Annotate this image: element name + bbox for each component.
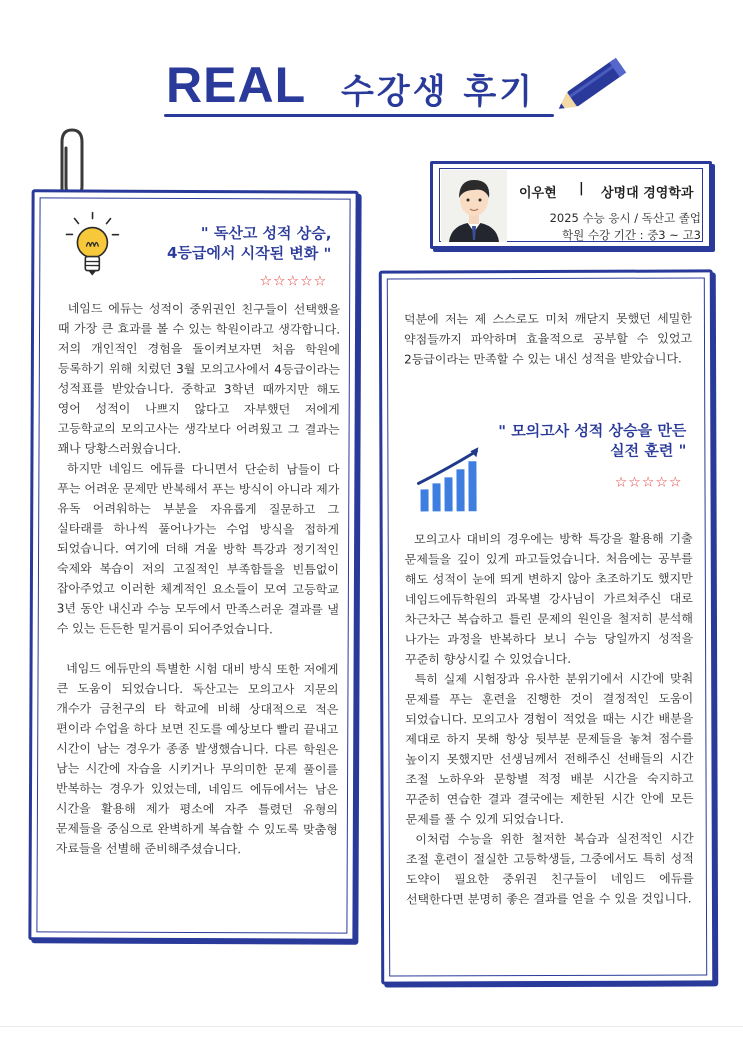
review-card-right: [379, 269, 715, 984]
left-paragraph-2: 하지만 네임드 에듀를 다니면서 단순히 남들이 다 푸는 어려운 문제만 반복해서 푸는 방식이 아니라 제가 유독 어려워하는 부분을 자유롭게 질문하고 그 실타래를 하나씩 풀어나가는 수업 방식을 접하게 되었습니다. 여기에 더해 겨울 방학 특강과 정기적인 숙제와 복습이 저의 고질적인 부족함들을 빈틈없이 잡아주었고 이러한 체계적인 요소들이 모여 고등학교 3년 동안 내신과 수능 모두에서 만족스러운 결과를 낼 수 있는 든든한 밑거름이 되어주었습니다.: [56, 461, 340, 637]
growth-chart-icon: [416, 445, 486, 513]
title-real: REAL: [166, 57, 307, 113]
left-body: [56, 298, 340, 859]
left-heading: [167, 223, 332, 264]
right-heading: [498, 421, 686, 462]
right-paragraph-2: 특히 실제 시험장과 유사한 분위기에서 시간에 맞춰 문제를 푸는 훈련을 진행한 것이 결정적인 도움이 되었습니다. 모의고사 경험이 적었을 때는 시간 배분을 제대로 하지 못해 항상 뒷부분 문제들을 놓쳐 점수를 높이지 못했지만 선생님께서 전해주신 선배들의 시간 조절 노하우와 문항별 적정 배분 시간을 숙지하고 꾸준히 연습한 결과 결국에는 제한된 시간 안에 모든 문제를 풀 수 있게 되었습니다.: [405, 671, 694, 827]
right-body: [405, 528, 694, 909]
right-paragraph-3: 이처럼 수능을 위한 철저한 복습과 실전적인 시간 조절 훈련이 절실한 고등학생들, 그중에서도 특히 성적 도약이 필요한 중위권 친구들이 네임드 에듀를 선택한다면 분명히 좋은 결과를 얻을 수 있을 것입니다.: [405, 831, 694, 907]
left-paragraph-3: 네임드 에듀만의 특별한 시험 대비 방식 또한 저에게 큰 도움이 되었습니다. 독산고는 모의고사 지문의 개수가 금천구의 타 학교에 비해 상대적으로 적은 편이라 수업을 하다 보면 진도를 예상보다 빨리 끝내고 시간이 남는 경우가 종종 발생했습니다. 다른 학원은 남는 시간에 자습을 시키거나 무의미한 문제 풀이를 반복하는 경우가 있었는데, 네임드 에듀에서는 남은 시간을 활용해 제가 평소에 자주 틀렸던 유형의 문제들을 중심으로 완벽하게 복습할 수 있도록 맞춤형 자료들을 선별해 준비해주셨습니다.: [55, 661, 339, 857]
right-paragraph-1: 모의고사 대비의 경우에는 방학 특강을 활용해 기출 문제들을 깊이 있게 파고들었습니다. 처음에는 공부를 해도 성적이 눈에 띄게 변하지 않아 초조하기도 했지만 네임드에듀학원의 과목별 강사님이 가르쳐주신 대로 차근차근 복습하고 틀린 문제의 원인을 철저히 분석해 나가는 과정을 반복하다 보니 수능 당일까지 성적을 꾸준히 향상시킬 수 있었습니다.: [404, 531, 694, 667]
right-intro: [404, 308, 692, 369]
lightbulb-icon: [64, 210, 120, 282]
student-avatar: [441, 170, 507, 242]
title-underline: [164, 114, 554, 117]
right-intro-paragraph: 덕분에 저는 제 스스로도 미처 깨닫지 못했던 세밀한 약점들까지 파악하며 효율적으로 공부할 수 있었고 2등급이라는 만족할 수 있는 내신 성적을 받았습니다.: [403, 311, 693, 367]
student-enrollment-period: 학원 수강 기간 : 중3 ~ 고3: [562, 228, 701, 242]
right-heading-line1: " 모의고사 성적 상승을 만든: [498, 421, 687, 441]
right-heading-line2: 실전 훈련 ": [610, 441, 687, 460]
left-heading-line2: 4등급에서 시작된 변화 ": [166, 243, 332, 263]
name-separator: |: [579, 181, 584, 196]
left-rating-stars: ☆☆☆☆☆: [259, 273, 328, 290]
left-paragraph-1: 네임드 에듀는 성적이 중위권인 친구들이 선택했을 때 가장 큰 효과를 볼 수 있는 학원이라고 생각합니다. 저의 개인적인 경험을 돌이켜보자면 처음 학원에 등록하기 위해 치렀던 3월 모의고사에서 4등급이라는 성적표를 받았습니다. 중학교 3학년 때까지만 해도 영어 성적이 나쁘지 않다고 자부했던 저에게 고등학교의 모의고사는 생각보다 어려웠고 그 결과는 꽤나 당황스러웠습니다.: [57, 301, 341, 456]
review-card-left: [28, 189, 358, 941]
title-review: 수강생 후기: [341, 72, 536, 112]
pencil-icon: [548, 46, 638, 126]
student-name: 이우현: [519, 186, 557, 201]
bottom-divider: [0, 1026, 743, 1027]
right-rating-stars: ☆☆☆☆☆: [614, 474, 683, 491]
left-heading-line1: " 독산고 성적 상승,: [200, 224, 332, 243]
student-exam-school: 2025 수능 응시 / 독산고 졸업: [549, 211, 701, 225]
profile-card: [430, 161, 712, 249]
student-university-major: 상명대 경영학과: [601, 186, 694, 201]
